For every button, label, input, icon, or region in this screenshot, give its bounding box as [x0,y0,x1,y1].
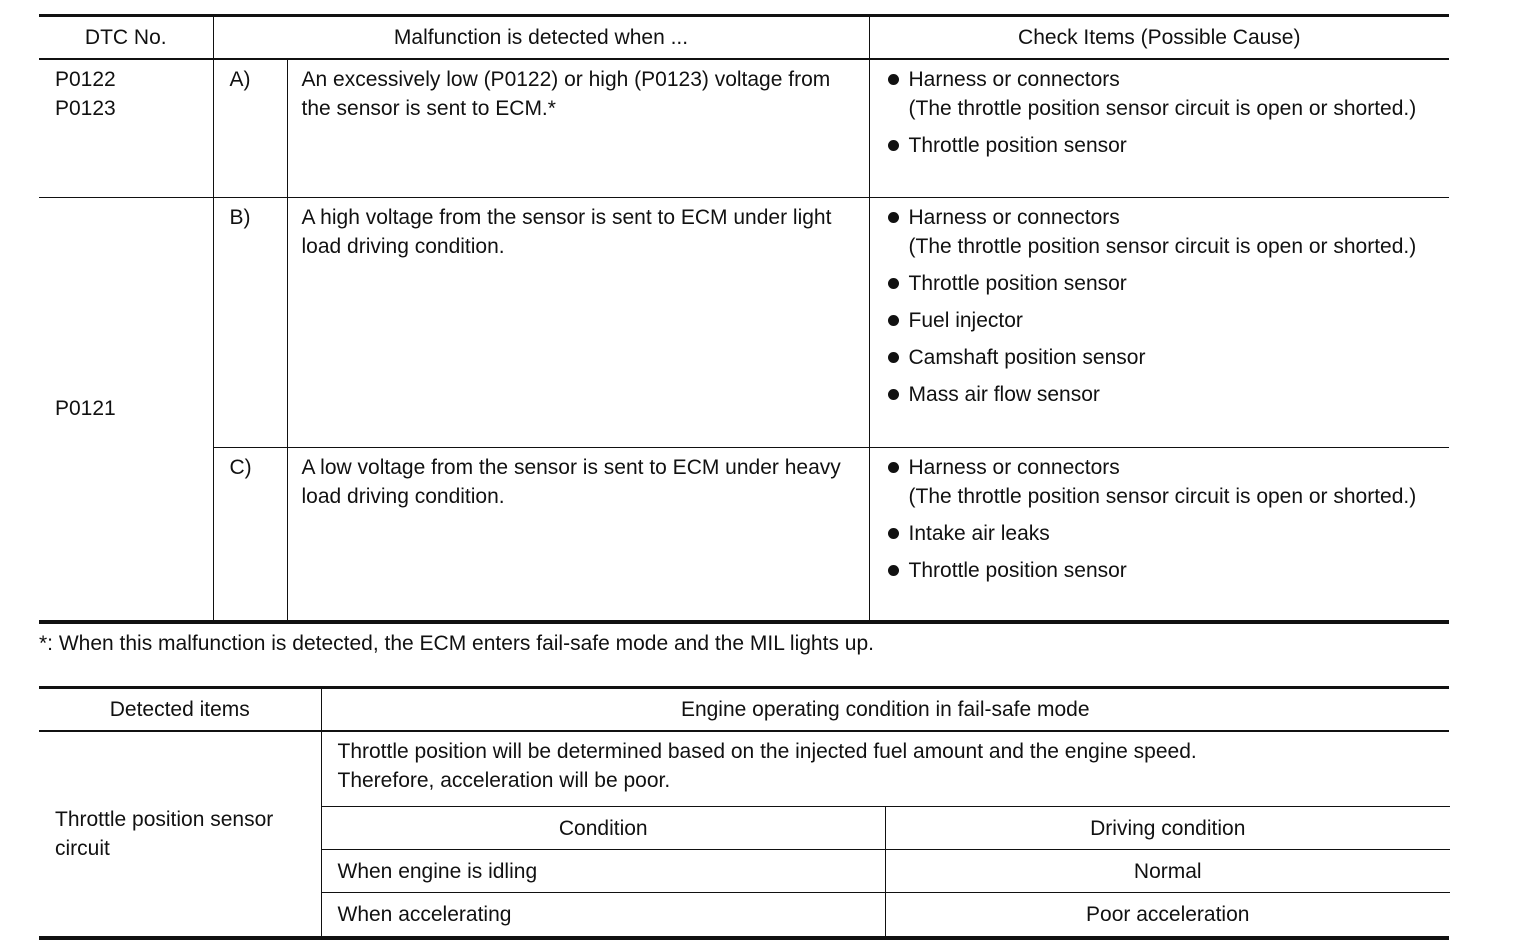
dtc-cell [39,59,213,197]
condition-cell: When accelerating [322,893,886,936]
header-engine-condition: Engine operating condition in fail-safe mode [321,688,1449,732]
check-item-label: Harness or connectors [908,205,1120,229]
condition-subtable [322,806,1450,936]
header-detected-items: Detected items [39,688,321,732]
check-item-note: (The throttle position sensor circuit is open or shorted.) [908,97,1417,120]
driving-cell: Normal [886,850,1450,893]
dtc-table-header [39,16,1449,60]
dtc-cell [39,197,213,622]
check-item [884,519,1440,548]
row-label: A) [213,59,287,197]
detected-item: Throttle position sensor circuit [55,807,274,860]
bullet-icon [888,389,899,400]
check-items-cell [869,59,1449,197]
malfunction-text: An excessively low (P0122) or high (P0123) voltage from the sensor is sent to ECM.* [287,59,869,197]
bullet-icon [888,278,899,289]
condition-cell: When engine is idling [322,850,886,893]
check-item-label: Harness or connectors [908,68,1120,91]
check-item-label: Throttle position sensor [908,271,1127,295]
check-item-label: Mass air flow sensor [908,382,1100,406]
description-line: Therefore, acceleration will be poor. [337,769,671,792]
check-items-cell [869,197,1449,447]
table-row [39,59,1449,197]
table-row [322,807,1450,850]
dtc-code: P0122 [55,68,116,91]
bullet-icon [888,315,899,326]
bullet-icon [888,528,899,539]
check-item-note: (The throttle position sensor circuit is open or shorted.) [908,484,1417,508]
check-item-label: Harness or connectors [908,455,1120,479]
malfunction-text: A low voltage from the sensor is sent to ECM under heavy load driving condition. [287,447,869,622]
check-item [884,343,1440,372]
check-item-label: Intake air leaks [908,521,1050,545]
subheader-condition: Condition [322,807,886,850]
check-item [884,269,1440,298]
check-item [884,203,1440,261]
table-row [39,731,1449,938]
description-line: Throttle position will be determined based on the injected fuel amount and the engine speed. [337,740,1197,763]
failsafe-detail-cell [321,731,1449,938]
check-item-label: Fuel injector [908,308,1023,332]
check-item [884,380,1440,409]
bullet-icon [888,74,899,85]
check-item [884,453,1440,511]
check-item [884,556,1440,585]
bullet-icon [888,352,899,363]
bullet-icon [888,565,899,576]
check-item-label: Throttle position sensor [908,134,1127,157]
header-malfunction: Malfunction is detected when ... [213,16,869,60]
dtc-code: P0123 [55,97,116,120]
subheader-driving-condition: Driving condition [886,807,1450,850]
table-row [39,197,1449,447]
check-items-cell [869,447,1449,622]
header-check-items: Check Items (Possible Cause) [869,16,1449,60]
table-row [39,447,1449,622]
check-item [884,65,1440,123]
check-item-label: Throttle position sensor [908,558,1127,582]
failsafe-table [39,686,1449,940]
driving-cell: Poor acceleration [886,893,1450,936]
check-item [884,131,1440,160]
table-row [322,893,1450,936]
row-label: B) [213,197,287,447]
table-row [322,850,1450,893]
check-item-label: Camshaft position sensor [908,345,1146,369]
failsafe-description [322,732,1450,806]
failsafe-table-header [39,688,1449,732]
check-item-note: (The throttle position sensor circuit is open or shorted.) [908,234,1417,258]
row-label: C) [213,447,287,622]
malfunction-text: A high voltage from the sensor is sent to ECM under light load driving condition. [287,197,869,447]
header-dtc-no: DTC No. [39,16,213,60]
dtc-code: P0121 [55,397,116,421]
check-item [884,306,1440,335]
bullet-icon [888,462,899,473]
footnote: *: When this malfunction is detected, the ECM enters fail-safe mode and the MIL lights up. [39,632,874,655]
dtc-table [39,14,1449,624]
bullet-icon [888,140,899,151]
bullet-icon [888,212,899,223]
